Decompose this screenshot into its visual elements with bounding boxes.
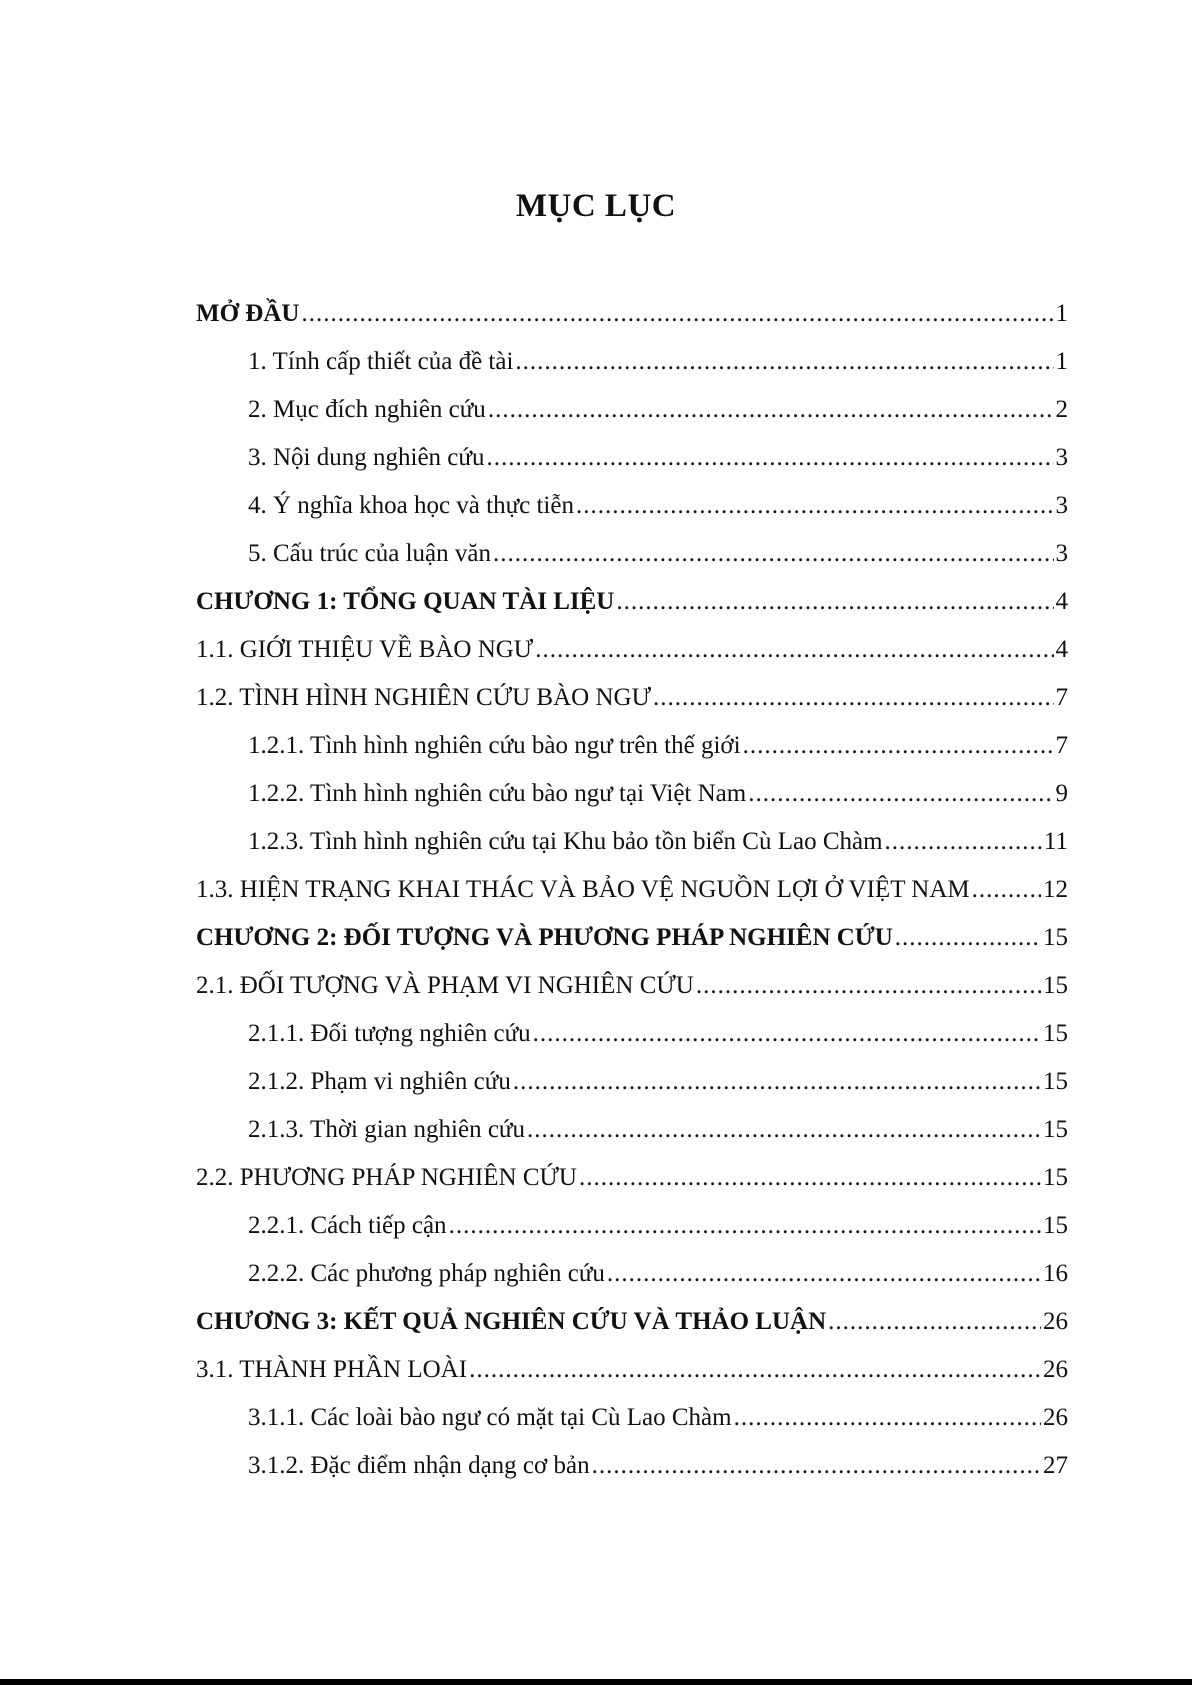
toc-entry — [196, 1250, 1068, 1298]
toc-entry — [196, 1442, 1068, 1490]
toc-entry — [196, 1346, 1068, 1394]
toc-entry-label: 2.2.2. Các phương pháp nghiên cứu — [248, 1260, 605, 1287]
toc-entry-label: 1.2. TÌNH HÌNH NGHIÊN CỨU BÀO NGƯ — [196, 684, 651, 711]
dot-leader — [515, 338, 1053, 386]
toc-entry-page: 4 — [1055, 636, 1068, 663]
dot-leader — [885, 818, 1042, 866]
table-of-contents — [196, 290, 1068, 1490]
page-bottom-border — [0, 1679, 1192, 1685]
toc-entry-label: 3. Nội dung nghiên cứu — [248, 444, 485, 471]
dot-leader — [653, 674, 1054, 722]
toc-entry-label: 2.1.2. Phạm vi nghiên cứu — [248, 1068, 511, 1095]
toc-entry-page: 7 — [1055, 684, 1068, 711]
toc-entry-label: 2.1.3. Thời gian nghiên cứu — [248, 1116, 525, 1143]
toc-entry-page: 15 — [1043, 972, 1068, 999]
dot-leader — [493, 530, 1054, 578]
dot-leader — [607, 1250, 1041, 1298]
dot-leader — [469, 1346, 1041, 1394]
dot-leader — [748, 770, 1053, 818]
toc-entry-label: 1.1. GIỚI THIỆU VỀ BÀO NGƯ — [196, 636, 534, 663]
toc-entry-label: 4. Ý nghĩa khoa học và thực tiễn — [248, 492, 574, 519]
toc-entry-chapter-2 — [196, 914, 1068, 962]
toc-entry-page: 3 — [1055, 444, 1068, 471]
toc-entry-page: 26 — [1043, 1308, 1068, 1335]
toc-entry-page: 15 — [1043, 1212, 1068, 1239]
toc-entry-label: 3.1.2. Đặc điểm nhận dạng cơ bản — [248, 1452, 590, 1479]
toc-entry-label: 1.2.1. Tình hình nghiên cứu bào ngư trên thế giới — [248, 732, 741, 759]
toc-entry-page: 3 — [1055, 492, 1068, 519]
toc-entry — [196, 722, 1068, 770]
toc-entry — [196, 530, 1068, 578]
toc-entry-page: 15 — [1043, 1116, 1068, 1143]
toc-entry-page: 27 — [1043, 1452, 1068, 1479]
toc-entry-label: 3.1.1. Các loài bào ngư có mặt tại Cù Lao Chàm — [248, 1404, 732, 1431]
toc-entry-page: 2 — [1055, 396, 1068, 423]
toc-entry-label: MỞ ĐẦU — [196, 300, 300, 327]
dot-leader — [449, 1202, 1041, 1250]
dot-leader — [301, 290, 1053, 338]
toc-entry — [196, 434, 1068, 482]
dot-leader — [486, 434, 1053, 482]
toc-entry-label: 1. Tính cấp thiết của đề tài — [248, 348, 514, 375]
toc-entry — [196, 1202, 1068, 1250]
toc-entry-label: 2. Mục đích nghiên cứu — [248, 396, 486, 423]
toc-entry-label: 2.2. PHƯƠNG PHÁP NGHIÊN CỨU — [196, 1164, 577, 1191]
dot-leader — [592, 1442, 1041, 1490]
dot-leader — [895, 914, 1041, 962]
dot-leader — [533, 1010, 1041, 1058]
toc-entry-label: 2.1.1. Đối tượng nghiên cứu — [248, 1020, 531, 1047]
toc-entry-label: 1.3. HIỆN TRẠNG KHAI THÁC VÀ BẢO VỆ NGUỒN LỢI Ở VIỆT NAM — [196, 876, 970, 903]
toc-entry-page: 15 — [1043, 1068, 1068, 1095]
toc-entry-label: 1.2.2. Tình hình nghiên cứu bào ngư tại Việt Nam — [248, 780, 747, 807]
toc-entry — [196, 1106, 1068, 1154]
toc-entry — [196, 1154, 1068, 1202]
toc-entry — [196, 1058, 1068, 1106]
toc-entry-page: 7 — [1055, 732, 1068, 759]
toc-entry — [196, 1010, 1068, 1058]
toc-entry-label: CHƯƠNG 1: TỔNG QUAN TÀI LIỆU — [196, 588, 615, 615]
toc-entry-page: 15 — [1043, 1164, 1068, 1191]
toc-entry — [196, 1394, 1068, 1442]
toc-entry-page: 26 — [1043, 1404, 1068, 1431]
dot-leader — [972, 866, 1041, 914]
toc-entry-label: CHƯƠNG 2: ĐỐI TƯỢNG VÀ PHƯƠNG PHÁP NGHIÊN CỨU — [196, 924, 893, 951]
toc-entry — [196, 482, 1068, 530]
toc-entry — [196, 866, 1068, 914]
toc-entry — [196, 674, 1068, 722]
dot-leader — [828, 1298, 1041, 1346]
dot-leader — [513, 1058, 1041, 1106]
toc-entry-page: 16 — [1043, 1260, 1068, 1287]
toc-entry-label: 2.2.1. Cách tiếp cận — [248, 1212, 447, 1239]
page-title: MỤC LỤC — [515, 188, 677, 224]
toc-entry-page: 9 — [1055, 780, 1068, 807]
toc-entry-chapter-3 — [196, 1298, 1068, 1346]
toc-entry — [196, 962, 1068, 1010]
dot-leader — [743, 722, 1054, 770]
toc-entry-mo-dau — [196, 290, 1068, 338]
toc-entry-chapter-1 — [196, 578, 1068, 626]
toc-entry-page: 1 — [1055, 348, 1068, 375]
toc-entry-page: 15 — [1043, 924, 1068, 951]
toc-entry-page: 1 — [1055, 300, 1068, 327]
toc-entry-label: 5. Cấu trúc của luận văn — [248, 540, 491, 567]
toc-entry-label: 2.1. ĐỐI TƯỢNG VÀ PHẠM VI NGHIÊN CỨU — [196, 972, 694, 999]
toc-entry-page: 12 — [1043, 876, 1068, 903]
dot-leader — [488, 386, 1054, 434]
toc-entry-page: 4 — [1055, 588, 1068, 615]
dot-leader — [576, 482, 1054, 530]
dot-leader — [535, 626, 1053, 674]
dot-leader — [696, 962, 1041, 1010]
toc-entry-label: 1.2.3. Tình hình nghiên cứu tại Khu bảo tồn biển Cù Lao Chàm — [248, 828, 883, 855]
toc-entry-page: 11 — [1043, 828, 1068, 855]
toc-entry-label: 3.1. THÀNH PHẦN LOÀI — [196, 1356, 468, 1383]
toc-entry — [196, 818, 1068, 866]
toc-entry — [196, 386, 1068, 434]
dot-leader — [527, 1106, 1041, 1154]
dot-leader — [616, 578, 1053, 626]
toc-entry — [196, 626, 1068, 674]
dot-leader — [579, 1154, 1041, 1202]
toc-entry-page: 26 — [1043, 1356, 1068, 1383]
toc-entry — [196, 770, 1068, 818]
toc-entry-label: CHƯƠNG 3: KẾT QUẢ NGHIÊN CỨU VÀ THẢO LUẬN — [196, 1308, 827, 1335]
toc-entry-page: 3 — [1055, 540, 1068, 567]
toc-entry — [196, 338, 1068, 386]
toc-entry-page: 15 — [1043, 1020, 1068, 1047]
dot-leader — [734, 1394, 1041, 1442]
